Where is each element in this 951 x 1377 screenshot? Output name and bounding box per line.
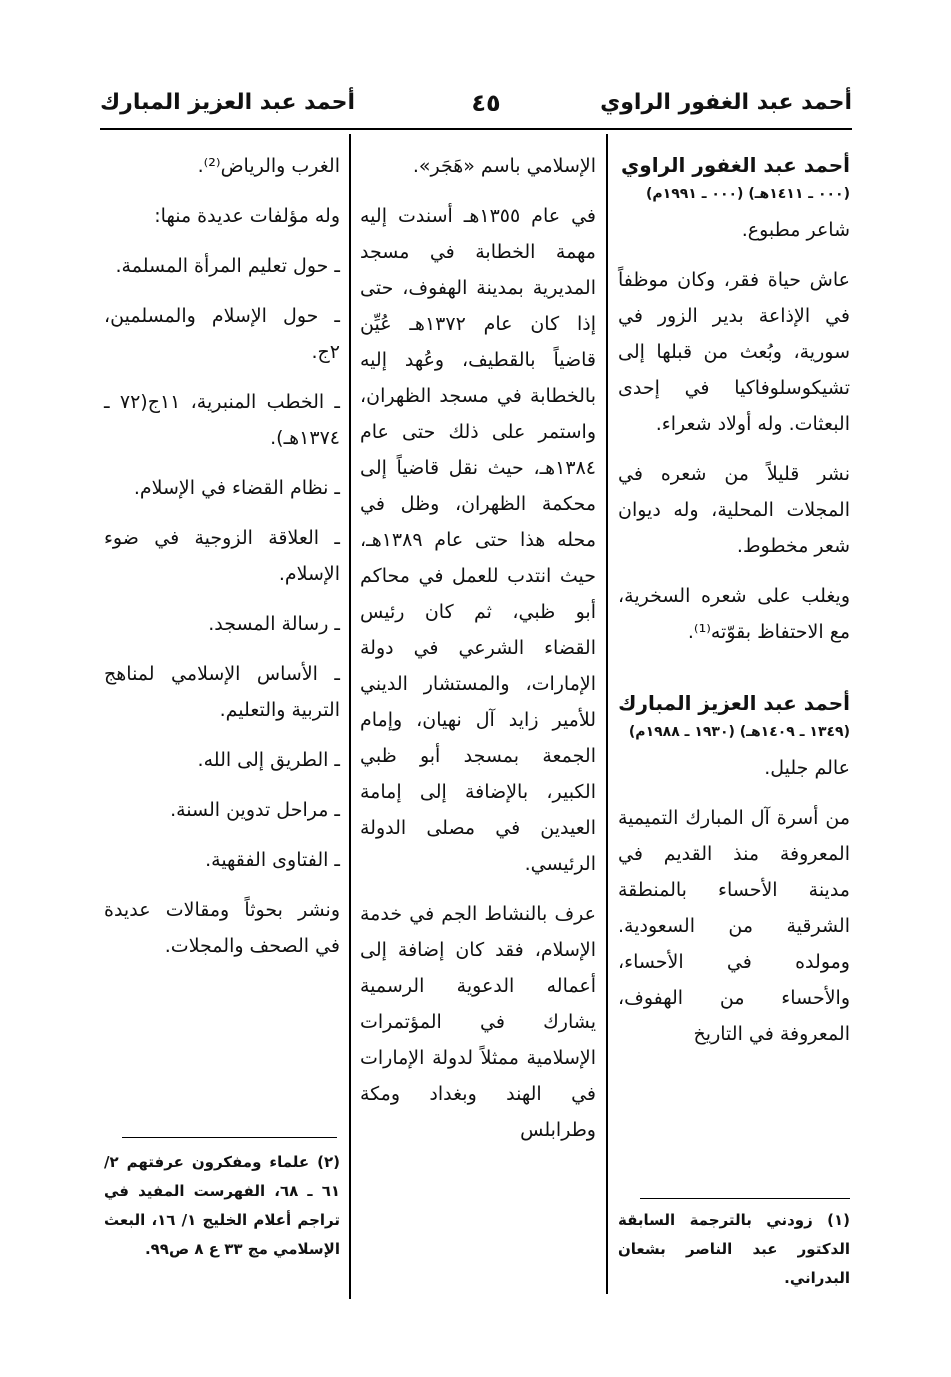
entry-title-rawi: أحمد عبد الغفور الراوي: [620, 153, 850, 177]
footnote-rule: [122, 1137, 337, 1138]
entry-dates-rawi: (٠٠٠ ـ ١٤١١هـ) (٠٠٠ ـ ١٩٩١م): [646, 186, 850, 202]
column-middle: [360, 148, 596, 1162]
header-rule: [100, 128, 852, 130]
footnote-2: (٢) علماء ومفكرون عرفتهم ٢/ ٦١ ـ ٦٨، الفهرست المفيد في تراجم أعلام الخليج ١/ ١٦، البعث الإسلامي مج ٣٣ ع ٨ ص٩٩.: [104, 1153, 341, 1258]
column-left: [104, 148, 340, 978]
paragraph: عاش حياة فقر، وكان موظفاً في الإذاعة بدير الزور في سورية، وبُعث من قبلها إلى تشيكوسلوفاكيا في إحدى البعثات. وله أولاد شعراء.: [618, 269, 850, 435]
list-item: ـ العلاقة الزوجية في ضوء الإسلام.: [104, 527, 340, 585]
paragraph: عالم جليل.: [764, 757, 850, 779]
header-left-name: أحمد عبد العزيز المبارك: [100, 90, 356, 115]
list-item: ـ الفتاوى الفقهية.: [205, 849, 340, 871]
paragraph: ويغلب على شعره السخرية، مع الاحتفاظ بقوّته⁽¹⁾.: [618, 585, 850, 643]
header-right-name: أحمد عبد الغفور الراوي: [600, 90, 852, 115]
paragraph: في عام ١٣٥٥هـ أسندت إليه مهمة الخطابة في مسجد المديرية بمدينة الهفوف، حتى إذا كان عام ١٣٧٢هـ عُيِّن قاضياً بالقطيف، وعُهد إليه بالخطابة في مسجد الظهران، واستمر على ذلك حتى عام ١٣٨٤هـ، حيث نقل قاضياً إلى محكمة الظهران، وظل في محله هذا حتى عام ١٣٨٩هـ، حيث انتدب للعمل في محاكم أبو ظبي، ثم كان رئيس القضاء الشرعي في دولة الإمارات، والمستشار الديني للأمير زايد آل نهيان، وإمام الجمعة بمسجد أبو ظبي الكبير، بالإضافة إلى إمامة العيدين في مصلى الدولة الرئيسي.: [360, 205, 596, 875]
page-number: ٤٥: [471, 89, 501, 117]
list-item: ـ الأساس الإسلامي لمناهج التربية والتعليم.: [104, 663, 340, 721]
paragraph: ونشر بحوثاً ومقالات عديدة في الصحف والمجلات.: [104, 899, 340, 957]
paragraph: وله مؤلفات عديدة منها:: [154, 205, 340, 227]
running-header: [100, 86, 852, 126]
entry-dates-mubarak: (١٣٤٩ ـ ١٤٠٩هـ) (١٩٣٠ ـ ١٩٨٨م): [628, 724, 850, 740]
list-item: ـ الطريق إلى الله.: [197, 749, 340, 771]
column-right: [618, 148, 850, 1066]
footnote-1: (١) زودني بالترجمة السابقة الدكتور عبد الناصر بشعان البدراني.: [618, 1211, 850, 1287]
list-item: ـ الخطب المنبرية، ١١ج(٧٢ ـ ١٣٧٤هـ).: [104, 391, 340, 449]
column-divider-right: [606, 134, 608, 1294]
column-divider-left: [349, 134, 351, 1299]
list-item: ـ رسالة المسجد.: [208, 613, 340, 635]
paragraph: عرف بالنشاط الجم في خدمة الإسلام، فقد كان إضافة إلى أعماله الدعوية الرسمية يشارك في المؤتمرات الإسلامية ممثلاً لدولة الإمارات في الهند وبغداد ومكة وطرابلس: [360, 903, 596, 1141]
list-item: ـ حول الإسلام والمسلمين، ٢ج.: [104, 305, 340, 363]
paragraph: الإسلامي باسم «هَجَر».: [412, 155, 596, 177]
list-item: ـ نظام القضاء في الإسلام.: [133, 477, 340, 499]
list-item: ـ حول تعليم المرأة المسلمة.: [115, 255, 340, 277]
list-item: ـ مراحل تدوين السنة.: [170, 799, 340, 821]
paragraph: من أسرة آل المبارك التميمية المعروفة منذ القديم في مدينة الأحساء بالمنطقة الشرقية من السعودية. ومولده في الأحساء، والأحساء من الهفوف، المعروفة في التاريخ: [618, 807, 850, 1045]
paragraph: شاعر مطبوع.: [741, 219, 850, 241]
spacer: [618, 664, 850, 686]
entry-title-mubarak: أحمد عبد العزيز المبارك: [618, 691, 850, 715]
paragraph: الغرب والرياض⁽²⁾.: [197, 155, 340, 177]
footnote-rule: [640, 1198, 850, 1199]
paragraph: نشر قليلاً من شعره في المجلات المحلية، وله ديوان شعر مخطوط.: [618, 463, 850, 557]
